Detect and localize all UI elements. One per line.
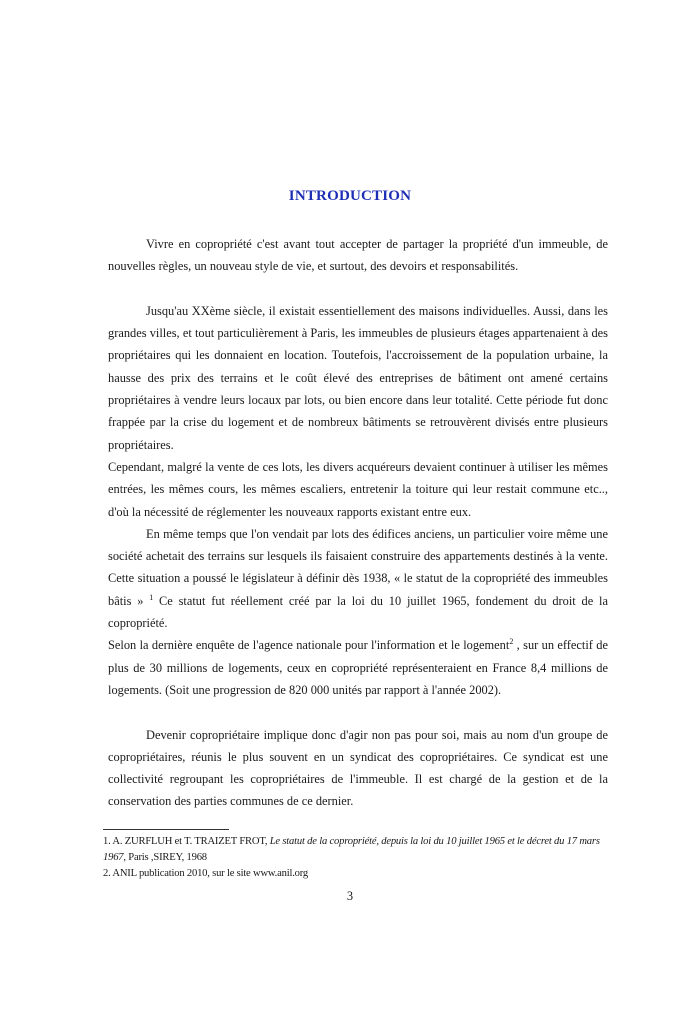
footnote-1 (103, 834, 608, 866)
paragraph-statistics (108, 634, 608, 701)
paragraph-legislation-text: En même temps que l'on vendait par lots des édifices anciens, un particulier voire même une société achetait des terrains sur lesquels ils faisaient construire des appartements destinés à la vente. Cette situation a poussé le législateur à définir dès 1938, « le statut de la copropriété des immeubles bâtis » (108, 526, 608, 608)
footnote-2: 2. ANIL publication 2010, sur le site www.anil.org (103, 868, 308, 879)
paragraph-syndicate: Devenir copropriétaire implique donc d'agir non pas pour soi, mais au nom d'un groupe de copropriétaires, réunis le plus souvent en un syndicat des copropriétaires. Ce syndicat est une collectivité regroupant les copropriétaires de l'immeuble. Il est chargé de la gestion et de la conservation des parties communes de ce dernier. (108, 727, 608, 809)
page-title: INTRODUCTION (288, 188, 412, 204)
footnote-1-title: Le statut de la copropriété, depuis la loi du 10 juillet 1965 et le décret du 17 mars 1967 (103, 836, 600, 863)
paragraph-gap (108, 701, 608, 723)
footnote-ref-1[interactable]: 1 (149, 592, 154, 602)
paragraph-lots: Cependant, malgré la vente de ces lots, les divers acquéreurs devaient continuer à utiliser les mêmes entrées, les mêmes cours, les mêmes escaliers, entretenir la toiture qui leur restait commune etc.., d'où la nécessité de réglementer les nouveaux rapports existant entre eux. (108, 459, 608, 519)
footnote-ref-2[interactable]: 2 (509, 637, 514, 647)
footnote-1-prefix: 1. A. ZURFLUH et T. TRAIZET FROT, (103, 836, 270, 847)
footnotes (103, 834, 608, 882)
paragraph-gap (108, 278, 608, 300)
paragraph-legislation-text-end: Ce statut fut réellement créé par la loi du 10 juillet 1965, fondement du droit de la copropriété. (108, 593, 608, 631)
page-number: 3 (346, 889, 354, 903)
paragraph-intro: Vivre en copropriété c'est avant tout accepter de partager la propriété d'un immeuble, de nouvelles règles, un nouveau style de vie, et surtout, des devoirs et responsabilités. (108, 237, 608, 274)
body-text (108, 233, 608, 813)
paragraph-legislation (108, 523, 608, 634)
footnote-1-suffix: , Paris ,SIREY, 1968 (123, 852, 207, 863)
paragraph-history: Jusqu'au XXème siècle, il existait essentiellement des maisons individuelles. Aussi, dans les grandes villes, et tout particulièrement à Paris, les immeubles de plusieurs étages appartenaient à des propriétaires qui les donnaient en location. Toutefois, l'accroissement de la population urbaine, la hausse des prix des terrains et le coût élevé des entreprises de bâtiment ont amené certains propriétaires à vendre leurs locaux par lots, ou bien encore dans leur totalité. Cette période fut donc frappée par la crise du logement et de nombreux bâtiments se retrouvèrent divisés entre plusieurs propriétaires. (108, 303, 608, 452)
paragraph-statistics-text: Selon la dernière enquête de l'agence nationale pour l'information et le logement (108, 638, 510, 653)
footnote-separator (103, 829, 229, 830)
paragraph-statistics-text-end: , sur un effectif de plus de 30 millions de logements, ceux en copropriété représenteraient en France 8,4 millions de logements. (Soit une progression de 820 000 unités par rapport à l'année 2002). (108, 638, 608, 697)
